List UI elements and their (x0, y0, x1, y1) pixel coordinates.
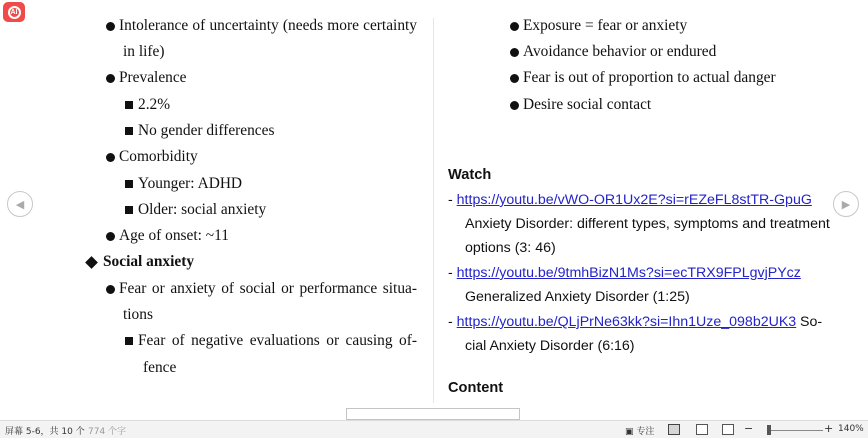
word-count[interactable]: 774 个字 (88, 427, 127, 437)
list-item: Prevalence (119, 69, 187, 86)
video-link-3[interactable]: https://youtu.be/QLjPrNe63kk?si=Ihn1Uze_098b2UK3 (456, 314, 797, 330)
zoom-level[interactable]: 140% (838, 424, 864, 434)
watch-heading: Watch (448, 167, 492, 183)
bullet-square (125, 206, 133, 214)
page-divider (433, 18, 434, 403)
chevron-right-icon: ▶ (841, 197, 851, 211)
link-inline-tail: So- (800, 314, 823, 330)
dash-prefix: - (448, 265, 457, 281)
list-item: Exposure = fear or anxiety (523, 17, 688, 34)
zoom-slider-track[interactable] (768, 430, 823, 431)
link-row (448, 312, 796, 332)
bullet-dot (510, 48, 519, 57)
section-heading: Social anxiety (103, 253, 195, 270)
bullet-square (125, 337, 133, 345)
link-row (448, 190, 812, 210)
layout-read-icon[interactable] (722, 424, 734, 435)
bullet-dot (106, 232, 115, 241)
link-description: options (3: 46) (465, 240, 556, 256)
focus-icon: ▣ (625, 427, 634, 437)
content-heading: Content (448, 380, 504, 396)
list-item: Avoidance behavior or endured (523, 43, 717, 60)
bullet-dot (106, 22, 115, 31)
dash-prefix: - (448, 314, 457, 330)
chevron-left-icon: ◀ (15, 197, 25, 211)
focus-label: 专注 (636, 427, 655, 437)
horizontal-scrollbar-thumb[interactable] (346, 408, 520, 420)
list-item: Fear or anxiety of social or performance situa- (119, 280, 417, 297)
previous-page-button[interactable] (7, 191, 33, 217)
layout-print-icon[interactable] (668, 424, 680, 435)
zoom-slider-thumb[interactable] (767, 425, 771, 435)
bullet-square (125, 127, 133, 135)
status-bar (0, 420, 868, 438)
list-item-continuation: in life) (123, 43, 165, 60)
list-item: Older: social anxiety (138, 201, 267, 218)
video-link-2[interactable]: https://youtu.be/9tmhBizN1Ms?si=ecTRX9FPLgvjPYcz (456, 265, 801, 281)
list-item: Fear is out of proportion to actual danger (523, 69, 776, 86)
list-item-continuation: fence (143, 359, 177, 376)
zoom-out-button[interactable]: − (744, 422, 754, 435)
bullet-dot (106, 74, 115, 83)
focus-mode-button[interactable] (625, 424, 654, 437)
bullet-dot (510, 74, 519, 83)
link-description: Anxiety Disorder: different types, symptoms and treatment (465, 216, 830, 232)
list-item: Age of onset: ~11 (119, 227, 229, 244)
bullet-dot (510, 101, 519, 110)
list-item: No gender differences (138, 122, 275, 139)
list-item: Fear of negative evaluations or causing of- (138, 332, 417, 349)
list-item: Younger: ADHD (138, 175, 243, 192)
video-link-1[interactable]: https://youtu.be/vWO-OR1Ux2E?si=rEZeFL8stTR-GpuG (456, 192, 812, 208)
list-item-continuation: tions (123, 306, 153, 323)
bullet-dot (510, 22, 519, 31)
list-item: 2.2% (138, 96, 171, 113)
ai-assistant-icon[interactable] (3, 2, 25, 22)
next-page-button[interactable] (833, 191, 859, 217)
list-item: Desire social contact (523, 96, 652, 113)
dash-prefix: - (448, 192, 457, 208)
bullet-square (125, 101, 133, 109)
bullet-dot (106, 153, 115, 162)
link-row (448, 263, 801, 283)
link-description: Generalized Anxiety Disorder (1:25) (465, 289, 690, 305)
bullet-dot (106, 285, 115, 294)
link-description: cial Anxiety Disorder (6:16) (465, 338, 635, 354)
zoom-in-button[interactable]: + (824, 422, 834, 435)
ai-badge-label: AI (8, 6, 21, 19)
list-item: Intolerance of uncertainty (needs more certainty (119, 17, 417, 34)
page-info[interactable]: 屏幕 5-6，共 10 个 (5, 427, 85, 437)
bullet-square (125, 180, 133, 188)
list-item: Comorbidity (119, 148, 198, 165)
layout-web-icon[interactable] (696, 424, 708, 435)
bullet-diamond (85, 256, 98, 269)
